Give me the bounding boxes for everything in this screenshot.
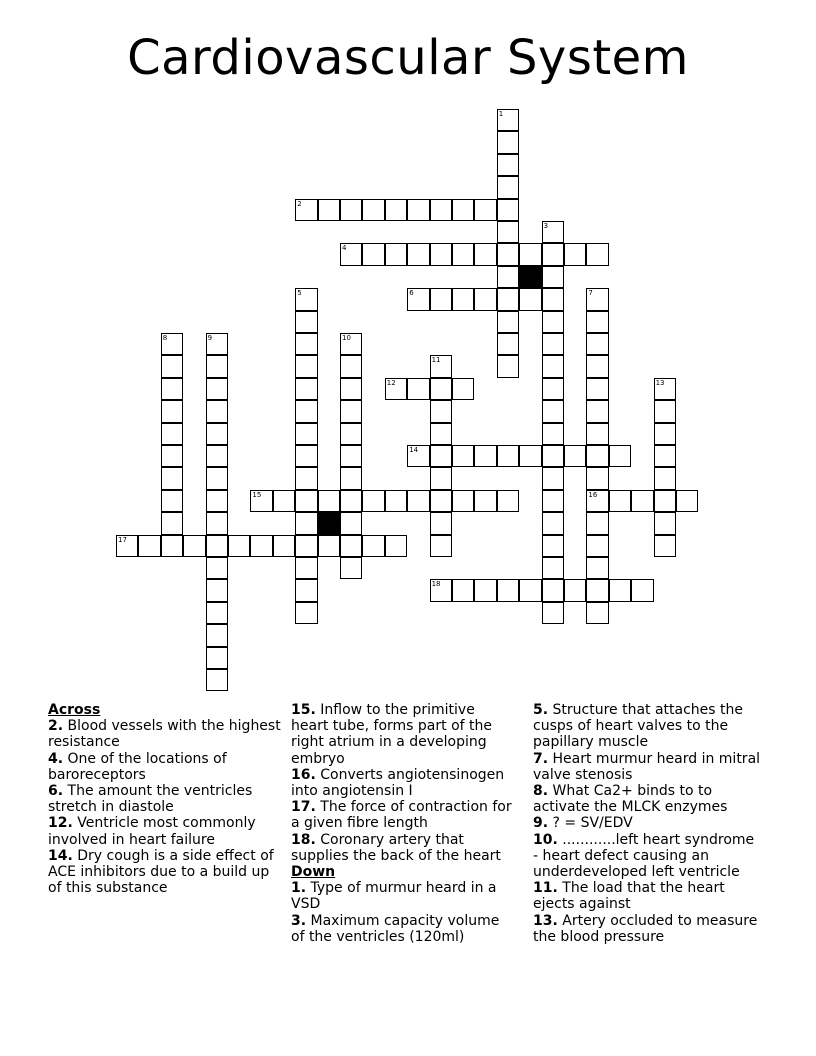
clue-number-label: 9 xyxy=(207,334,213,342)
grid-cell[interactable] xyxy=(430,579,452,601)
clue-text: The load that the heart ejects against xyxy=(533,880,725,913)
clue-number: 15. xyxy=(291,702,316,718)
grid-cell[interactable] xyxy=(295,512,317,534)
grid-cell[interactable] xyxy=(340,333,362,355)
clue-item xyxy=(48,848,284,897)
grid-cell[interactable] xyxy=(452,288,474,310)
grid-cell[interactable] xyxy=(295,199,317,221)
down-heading: Down xyxy=(291,864,336,881)
grid-cell[interactable] xyxy=(474,445,496,467)
grid-cell[interactable] xyxy=(161,467,183,489)
clue-text: Converts angiotensinogen into angiotensin I xyxy=(291,766,505,800)
grid-cell[interactable] xyxy=(430,467,452,489)
filled-square xyxy=(318,512,340,534)
grid-cell[interactable] xyxy=(497,199,519,221)
clue-item xyxy=(533,783,763,815)
clue-item xyxy=(533,832,763,881)
grid-cell[interactable] xyxy=(542,445,564,467)
clue-text: Coronary artery that supplies the back of the heart xyxy=(291,831,501,864)
clue-number: 3. xyxy=(291,912,307,929)
grid-cell[interactable] xyxy=(206,378,228,400)
clue-number: 17. xyxy=(291,799,316,816)
clues-column-2 xyxy=(291,702,513,945)
grid-cell[interactable] xyxy=(519,243,541,265)
grid-cell[interactable] xyxy=(161,512,183,534)
grid-cell[interactable] xyxy=(385,243,407,265)
clue-number: 9. xyxy=(533,815,549,832)
grid-cell[interactable] xyxy=(161,445,183,467)
grid-cell[interactable] xyxy=(519,579,541,601)
grid-cell[interactable] xyxy=(206,579,228,601)
clue-number: 5. xyxy=(533,702,549,718)
grid-cell[interactable] xyxy=(340,467,362,489)
grid-cell[interactable] xyxy=(654,445,676,467)
grid-cell[interactable] xyxy=(206,333,228,355)
grid-cell[interactable] xyxy=(295,602,317,624)
clue-item xyxy=(291,767,513,799)
clue-number-label: 3 xyxy=(543,222,549,230)
grid-cell[interactable] xyxy=(340,423,362,445)
clues-column-1 xyxy=(48,702,284,896)
grid-cell[interactable] xyxy=(161,333,183,355)
grid-cell[interactable] xyxy=(206,647,228,669)
grid-cell[interactable] xyxy=(340,199,362,221)
clue-number: 13. xyxy=(533,912,558,929)
grid-cell[interactable] xyxy=(295,378,317,400)
grid-cell[interactable] xyxy=(206,355,228,377)
filled-square xyxy=(519,266,541,288)
grid-cell[interactable] xyxy=(564,243,586,265)
across-heading: Across xyxy=(48,702,101,718)
grid-cell[interactable] xyxy=(407,445,429,467)
clue-text: Structure that attaches the cusps of heart valves to the papillary muscle xyxy=(533,702,744,751)
grid-cell[interactable] xyxy=(586,557,608,579)
grid-cell[interactable] xyxy=(609,445,631,467)
grid-cell[interactable] xyxy=(206,490,228,512)
grid-cell[interactable] xyxy=(340,243,362,265)
grid-cell[interactable] xyxy=(564,579,586,601)
clue-number-label: 6 xyxy=(409,289,414,298)
grid-cell[interactable] xyxy=(542,557,564,579)
clue-item xyxy=(533,702,763,751)
grid-cell[interactable] xyxy=(295,423,317,445)
grid-cell[interactable] xyxy=(116,535,138,557)
clue-item xyxy=(533,880,763,912)
clue-number-label: 5 xyxy=(297,289,302,298)
grid-cell[interactable] xyxy=(295,490,317,512)
page-title: Cardiovascular System xyxy=(127,30,689,86)
grid-cell[interactable] xyxy=(586,535,608,557)
grid-cell[interactable] xyxy=(206,467,228,489)
grid-cell[interactable] xyxy=(474,490,496,512)
grid-cell[interactable] xyxy=(362,243,384,265)
clue-text: Inflow to the primitive heart tube, forms part of the right atrium in a developing embryo xyxy=(291,702,492,767)
grid-cell[interactable] xyxy=(340,490,362,512)
grid-cell[interactable] xyxy=(609,579,631,601)
grid-cell[interactable] xyxy=(519,288,541,310)
grid-cell[interactable] xyxy=(654,490,676,512)
grid-cell[interactable] xyxy=(586,243,608,265)
grid-cell[interactable] xyxy=(250,535,272,557)
grid-cell[interactable] xyxy=(295,311,317,333)
grid-cell[interactable] xyxy=(542,243,564,265)
grid-cell[interactable] xyxy=(340,355,362,377)
grid-cell[interactable] xyxy=(138,535,160,557)
clue-number-label: 13 xyxy=(655,378,665,387)
clue-item xyxy=(48,815,284,847)
clue-text: Ventricle most commonly involved in heart failure xyxy=(48,815,256,848)
grid-cell[interactable] xyxy=(586,311,608,333)
clue-number-label: 14 xyxy=(409,446,419,454)
clue-item xyxy=(291,880,513,912)
grid-cell[interactable] xyxy=(542,333,564,355)
grid-cell[interactable] xyxy=(295,355,317,377)
grid-cell[interactable] xyxy=(474,199,496,221)
grid-cell[interactable] xyxy=(340,445,362,467)
grid-cell[interactable] xyxy=(228,535,250,557)
clue-number: 4. xyxy=(48,750,64,767)
clue-text: Maximum capacity volume of the ventricles (120ml) xyxy=(291,912,500,945)
clue-number-label: 17 xyxy=(118,535,127,544)
grid-cell[interactable] xyxy=(586,512,608,534)
grid-cell[interactable] xyxy=(519,445,541,467)
clue-item xyxy=(291,702,513,767)
clue-number-label: 11 xyxy=(431,356,441,365)
grid-cell[interactable] xyxy=(474,243,496,265)
grid-cell[interactable] xyxy=(497,333,519,355)
grid-cell[interactable] xyxy=(206,624,228,646)
grid-cell[interactable] xyxy=(586,445,608,467)
grid-cell[interactable] xyxy=(206,423,228,445)
grid-cell[interactable] xyxy=(654,400,676,422)
grid-cell[interactable] xyxy=(497,490,519,512)
clue-number-label: 4 xyxy=(342,244,347,253)
grid-cell[interactable] xyxy=(362,490,384,512)
grid-cell[interactable] xyxy=(430,423,452,445)
grid-cell[interactable] xyxy=(586,602,608,624)
grid-cell[interactable] xyxy=(497,266,519,288)
grid-cell[interactable] xyxy=(542,221,564,243)
grid-cell[interactable] xyxy=(542,579,564,601)
grid-cell[interactable] xyxy=(586,333,608,355)
grid-cell[interactable] xyxy=(542,490,564,512)
grid-cell[interactable] xyxy=(430,243,452,265)
grid-cell[interactable] xyxy=(631,579,653,601)
clue-item xyxy=(48,751,284,783)
grid-cell[interactable] xyxy=(542,512,564,534)
grid-cell[interactable] xyxy=(295,445,317,467)
grid-cell[interactable] xyxy=(161,490,183,512)
grid-cell[interactable] xyxy=(430,400,452,422)
grid-cell[interactable] xyxy=(586,378,608,400)
grid-cell[interactable] xyxy=(676,490,698,512)
grid-cell[interactable] xyxy=(430,535,452,557)
grid-cell[interactable] xyxy=(295,467,317,489)
clue-text: Artery occluded to measure the blood pressure xyxy=(533,912,758,945)
clue-number: 7. xyxy=(533,750,549,767)
grid-cell[interactable] xyxy=(430,490,452,512)
grid-cell[interactable] xyxy=(273,535,295,557)
grid-cell[interactable] xyxy=(407,378,429,400)
grid-cell[interactable] xyxy=(295,535,317,557)
clue-number: 12. xyxy=(48,815,73,832)
grid-cell[interactable] xyxy=(542,355,564,377)
grid-cell[interactable] xyxy=(542,535,564,557)
grid-cell[interactable] xyxy=(474,579,496,601)
clue-number-label: 16 xyxy=(588,490,598,499)
clue-text: Blood vessels with the highest resistance xyxy=(48,718,281,751)
grid-cell[interactable] xyxy=(206,669,228,691)
grid-cell[interactable] xyxy=(161,400,183,422)
grid-cell[interactable] xyxy=(206,535,228,557)
clue-number: 2. xyxy=(48,718,64,735)
clue-number-label: 1 xyxy=(498,110,504,118)
grid-cell[interactable] xyxy=(295,557,317,579)
grid-cell[interactable] xyxy=(497,288,519,310)
grid-cell[interactable] xyxy=(430,378,452,400)
clue-number-label: 8 xyxy=(162,334,168,342)
grid-cell[interactable] xyxy=(497,176,519,198)
clue-text: The force of contraction for a given fibre length xyxy=(291,799,512,832)
grid-cell[interactable] xyxy=(430,445,452,467)
clue-number-label: 18 xyxy=(431,580,441,589)
clue-number-label: 12 xyxy=(386,378,396,387)
grid-cell[interactable] xyxy=(430,512,452,534)
grid-cell[interactable] xyxy=(631,490,653,512)
grid-cell[interactable] xyxy=(295,333,317,355)
grid-cell[interactable] xyxy=(161,355,183,377)
grid-cell[interactable] xyxy=(407,243,429,265)
clue-text: ............left heart syndrome - heart defect causing an underdeveloped left ventricle xyxy=(533,831,755,881)
grid-cell[interactable] xyxy=(385,535,407,557)
grid-cell[interactable] xyxy=(452,490,474,512)
grid-cell[interactable] xyxy=(295,400,317,422)
grid-cell[interactable] xyxy=(452,579,474,601)
grid-cell[interactable] xyxy=(542,400,564,422)
clue-item xyxy=(48,783,284,815)
grid-cell[interactable] xyxy=(654,423,676,445)
clue-number-label: 2 xyxy=(297,199,302,208)
grid-cell[interactable] xyxy=(542,602,564,624)
grid-cell[interactable] xyxy=(161,378,183,400)
grid-cell[interactable] xyxy=(497,243,519,265)
grid-cell[interactable] xyxy=(586,490,608,512)
grid-cell[interactable] xyxy=(362,199,384,221)
grid-cell[interactable] xyxy=(362,535,384,557)
grid-cell[interactable] xyxy=(542,423,564,445)
grid-cell[interactable] xyxy=(206,400,228,422)
clue-text: One of the locations of baroreceptors xyxy=(48,750,227,783)
clue-text: Dry cough is a side effect of ACE inhibitors due to a build up of this substance xyxy=(48,847,274,897)
grid-cell[interactable] xyxy=(542,467,564,489)
grid-cell[interactable] xyxy=(452,378,474,400)
grid-cell[interactable] xyxy=(497,154,519,176)
clue-item xyxy=(533,913,763,945)
grid-cell[interactable] xyxy=(474,288,496,310)
grid-cell[interactable] xyxy=(340,535,362,557)
grid-cell[interactable] xyxy=(654,378,676,400)
grid-cell[interactable] xyxy=(654,512,676,534)
grid-cell[interactable] xyxy=(183,535,205,557)
clue-number: 1. xyxy=(291,880,307,897)
grid-cell[interactable] xyxy=(497,355,519,377)
grid-cell[interactable] xyxy=(542,266,564,288)
grid-cell[interactable] xyxy=(586,467,608,489)
clue-item xyxy=(533,751,763,783)
grid-cell[interactable] xyxy=(430,355,452,377)
grid-cell[interactable] xyxy=(452,199,474,221)
grid-cell[interactable] xyxy=(318,535,340,557)
clue-number: 18. xyxy=(291,831,316,848)
clue-number: 16. xyxy=(291,766,316,783)
grid-cell[interactable] xyxy=(318,199,340,221)
grid-cell[interactable] xyxy=(250,490,272,512)
grid-cell[interactable] xyxy=(385,490,407,512)
grid-cell[interactable] xyxy=(586,288,608,310)
grid-cell[interactable] xyxy=(161,423,183,445)
grid-cell[interactable] xyxy=(497,445,519,467)
grid-cell[interactable] xyxy=(564,445,586,467)
grid-cell[interactable] xyxy=(206,512,228,534)
clue-number: 6. xyxy=(48,783,64,800)
grid-cell[interactable] xyxy=(654,535,676,557)
grid-cell[interactable] xyxy=(273,490,295,512)
grid-cell[interactable] xyxy=(385,378,407,400)
grid-cell[interactable] xyxy=(407,490,429,512)
grid-cell[interactable] xyxy=(340,400,362,422)
grid-cell[interactable] xyxy=(407,288,429,310)
grid-cell[interactable] xyxy=(497,311,519,333)
clue-number: 10. xyxy=(533,831,558,848)
grid-cell[interactable] xyxy=(586,355,608,377)
grid-cell[interactable] xyxy=(542,311,564,333)
clue-number-label: 10 xyxy=(342,334,351,342)
grid-cell[interactable] xyxy=(586,400,608,422)
clue-item xyxy=(48,718,284,750)
clue-item xyxy=(291,913,513,945)
clue-item xyxy=(291,832,513,864)
grid-cell[interactable] xyxy=(206,445,228,467)
clue-text: What Ca2+ binds to to activate the MLCK enzymes xyxy=(533,783,728,816)
clue-text: Type of murmur heard in a VSD xyxy=(291,880,497,913)
grid-cell[interactable] xyxy=(542,378,564,400)
grid-cell[interactable] xyxy=(497,579,519,601)
clues-column-3 xyxy=(533,702,763,945)
grid-cell[interactable] xyxy=(586,579,608,601)
grid-cell[interactable] xyxy=(385,199,407,221)
grid-cell[interactable] xyxy=(542,288,564,310)
grid-cell[interactable] xyxy=(430,288,452,310)
grid-cell[interactable] xyxy=(206,557,228,579)
grid-cell[interactable] xyxy=(609,490,631,512)
grid-cell[interactable] xyxy=(161,535,183,557)
grid-cell[interactable] xyxy=(340,378,362,400)
grid-cell[interactable] xyxy=(452,243,474,265)
grid-cell[interactable] xyxy=(295,288,317,310)
clue-number: 14. xyxy=(48,847,73,864)
grid-cell[interactable] xyxy=(497,221,519,243)
clue-item xyxy=(533,815,763,831)
clue-text: Heart murmur heard in mitral valve stenosis xyxy=(533,750,761,783)
clue-item xyxy=(291,799,513,831)
grid-cell[interactable] xyxy=(340,512,362,534)
grid-cell[interactable] xyxy=(497,109,519,131)
clue-text: The amount the ventricles stretch in diastole xyxy=(48,783,253,816)
clue-number: 11. xyxy=(533,880,558,897)
grid-cell[interactable] xyxy=(430,199,452,221)
grid-cell[interactable] xyxy=(318,490,340,512)
grid-cell[interactable] xyxy=(295,579,317,601)
grid-cell[interactable] xyxy=(654,467,676,489)
grid-cell[interactable] xyxy=(452,445,474,467)
clue-number: 8. xyxy=(533,783,549,800)
grid-cell[interactable] xyxy=(340,557,362,579)
grid-cell[interactable] xyxy=(586,423,608,445)
clue-number-label: 7 xyxy=(588,289,593,298)
clue-number-label: 15 xyxy=(252,490,262,499)
clue-text: ? = SV/EDV xyxy=(552,815,633,832)
grid-cell[interactable] xyxy=(206,602,228,624)
grid-cell[interactable] xyxy=(497,131,519,153)
grid-cell[interactable] xyxy=(407,199,429,221)
